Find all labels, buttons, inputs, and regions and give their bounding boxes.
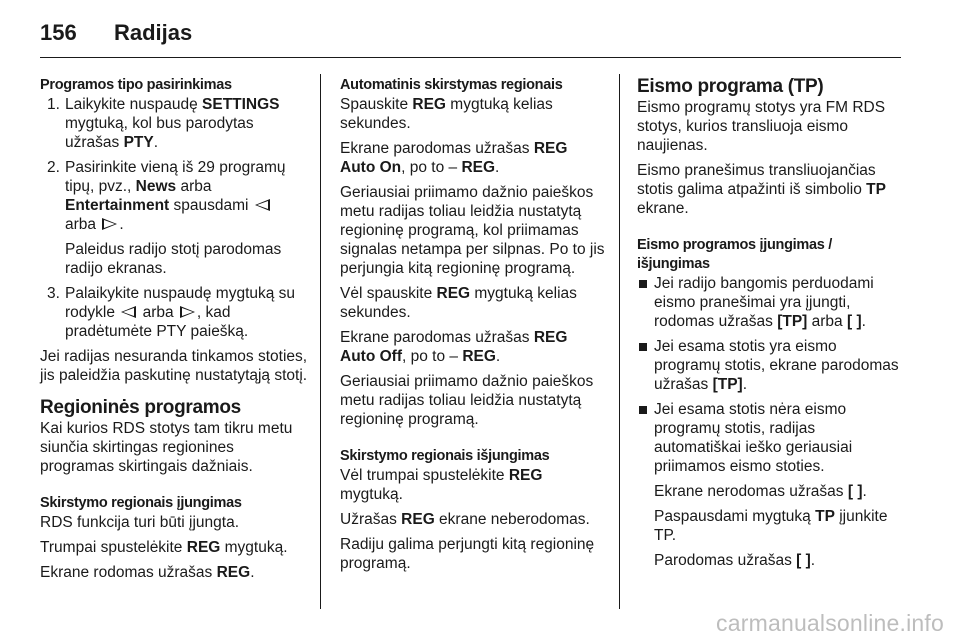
column-3	[637, 76, 901, 576]
switch-off-heading: Skirstymo regionais išjungimas	[340, 448, 550, 464]
header-rule	[40, 57, 901, 58]
watermark: carmanualsonline.info	[716, 610, 944, 636]
arrow-left-icon	[121, 306, 136, 318]
paragraph: Kai kurios RDS stotys tam tikru metu siunčia skirtingas regionines programas skirtingais dažniais.	[40, 420, 293, 475]
paragraph: Paspausdami mygtuką TP įjunkite TP.	[654, 508, 888, 544]
switch-on-heading: Skirstymo regionais įjungimas	[40, 495, 242, 511]
page-header	[40, 14, 900, 50]
paragraph: Eismo programų stotys yra FM RDS stotys, kurios transliuoja eismo naujienas.	[637, 99, 886, 154]
paragraph: Vėl spauskite REG mygtuką kelias sekundes.	[340, 285, 577, 321]
list-item: 1. Laikykite nuspaudę SETTINGS mygtuką, kol bus parodytas užrašas PTY.	[47, 96, 280, 151]
tp-bullets	[637, 274, 901, 476]
paragraph: Vėl trumpai spustelėkite REG mygtuką.	[340, 467, 543, 503]
arrow-right-icon	[180, 306, 195, 318]
paragraph: Geriausiai priimamo dažnio paieškos metu radijas toliau leidžia nustatytą regioninę programą.	[340, 373, 594, 428]
arrow-right-icon	[102, 218, 117, 230]
list-item: Jei esama stotis yra eismo programų stotis, ekrane parodomas užrašas [TP].	[637, 337, 901, 394]
step-note: Paleidus radijo stotį parodomas radijo ekranas.	[65, 241, 282, 277]
pty-steps	[40, 95, 310, 341]
paragraph: Parodomas užrašas [ ].	[654, 552, 816, 569]
auto-regional-heading: Automatinis skirstymas regionais	[340, 77, 563, 93]
tp-onoff-heading: Eismo programos įjungimas / išjungimas	[637, 237, 832, 272]
chapter-title: Radijas	[114, 20, 193, 45]
paragraph: Ekrane rodomas užrašas REG.	[40, 564, 255, 581]
paragraph: Radiju galima perjungti kitą regioninę programą.	[340, 536, 595, 572]
column-divider-2	[619, 74, 620, 609]
page-number: 156	[40, 20, 77, 45]
list-item: 2. Pasirinkite vieną iš 29 programų tipų, pvz., News arba Entertainment spausdami arba . Paleidus radijo stotį parodomas radijo ekranas.	[40, 158, 310, 278]
paragraph: Užrašas REG ekrane neberodomas.	[340, 511, 590, 528]
paragraph: Eismo pranešimus transliuojančias stotis galima atpažinti iš simbolio TP ekrane.	[637, 162, 886, 217]
paragraph: Ekrane nerodomas užrašas [ ].	[654, 483, 867, 500]
paragraph: RDS funkcija turi būti įjungta.	[40, 514, 240, 531]
square-bullet-icon	[639, 280, 647, 288]
paragraph: Jei radijas nesuranda tinkamos stoties, jis paleidžia paskutinę nustatytąją stotį.	[40, 348, 308, 384]
paragraph: Ekrane parodomas užrašas REG Auto Off, po to – REG.	[340, 329, 568, 365]
column-1	[40, 76, 310, 588]
column-divider-1	[320, 74, 321, 609]
square-bullet-icon	[639, 343, 647, 351]
list-item: 3. Palaikykite nuspaudę mygtuką su rodykle arba , kad pradėtumėte PTY paiešką.	[47, 285, 296, 340]
list-item: Jei esama stotis nėra eismo programų stotis, radijas automatiškai ieško geriausiai priimamos eismo stoties.	[637, 400, 901, 476]
paragraph: Geriausiai priimamo dažnio paieškos metu radijas toliau leidžia nustatytą regioninę programą, kol priimamas signalas netampa per silpnas. Po to jis perjungia kitą regioninę programą.	[340, 184, 605, 277]
pty-heading: Programos tipo pasirinkimas	[40, 77, 232, 93]
regional-heading: Regioninės programos	[40, 397, 241, 418]
paragraph: Spauskite REG mygtuką kelias sekundes.	[340, 96, 553, 132]
list-item: Jei radijo bangomis perduodami eismo pranešimai yra įjungti, rodomas užrašas [TP] arba [ ].	[637, 274, 901, 331]
tp-heading: Eismo programa (TP)	[637, 76, 824, 97]
square-bullet-icon	[639, 406, 647, 414]
paragraph: Trumpai spustelėkite REG mygtuką.	[40, 539, 288, 556]
arrow-left-icon	[255, 199, 270, 211]
paragraph: Ekrane parodomas užrašas REG Auto On, po to – REG.	[340, 140, 568, 176]
column-2	[340, 76, 606, 579]
